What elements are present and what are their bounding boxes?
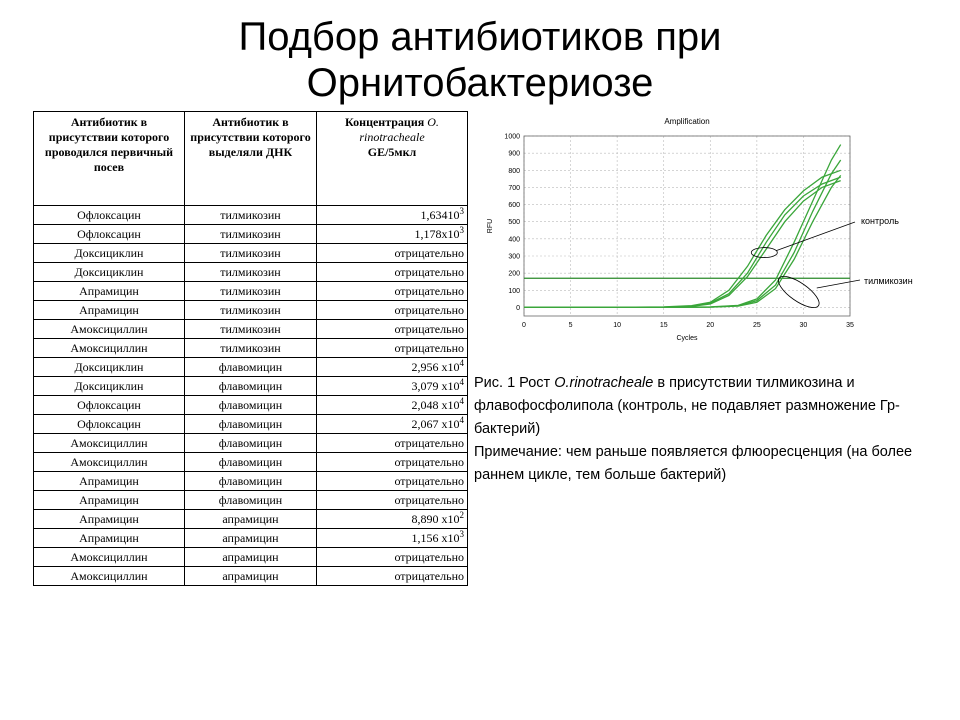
table-row (34, 548, 468, 567)
cell-dna-antibiotic: флавомицин (185, 472, 317, 491)
table-row (34, 377, 468, 396)
header-concentration-species: O. rinotracheale (359, 115, 439, 144)
cell-primary-antibiotic: Апрамицин (34, 472, 185, 491)
cell-concentration (317, 358, 468, 377)
cell-dna-antibiotic: флавомицин (185, 491, 317, 510)
concentration-value: отрицательно (394, 569, 464, 583)
y-tick-label: 500 (508, 219, 520, 227)
cell-dna-antibiotic: тилмикозин (185, 206, 317, 225)
tilmicosin-ellipse (774, 271, 824, 313)
caption-prefix: Рис. 1 Рост (474, 375, 555, 391)
concentration-value: отрицательно (394, 322, 464, 336)
y-tick-label: 200 (508, 270, 520, 278)
cell-primary-antibiotic: Доксициклин (34, 358, 185, 377)
table-row (34, 434, 468, 453)
concentration-value: 8,890 x10 (411, 512, 460, 526)
cell-concentration (317, 529, 468, 548)
cell-concentration (317, 453, 468, 472)
concentration-exponent: 4 (459, 396, 464, 406)
y-tick-label: 400 (508, 236, 520, 244)
cell-primary-antibiotic: Офлоксацин (34, 225, 185, 244)
cell-concentration (317, 567, 468, 586)
cell-concentration (317, 244, 468, 263)
concentration-value: 1,178x10 (414, 227, 460, 241)
y-tick-label: 300 (508, 253, 520, 261)
cell-dna-antibiotic: тилмикозин (185, 225, 317, 244)
concentration-value: отрицательно (394, 493, 464, 507)
cell-concentration (317, 225, 468, 244)
table-row (34, 244, 468, 263)
table-row (34, 339, 468, 358)
y-tick-label: 600 (508, 202, 520, 210)
antibiotic-table (33, 111, 468, 586)
cell-dna-antibiotic: апрамицин (185, 548, 317, 567)
cell-concentration (317, 263, 468, 282)
cell-primary-antibiotic: Амоксициллин (34, 567, 185, 586)
x-tick-label: 10 (613, 322, 622, 329)
concentration-value: отрицательно (394, 284, 464, 298)
cell-primary-antibiotic: Амоксициллин (34, 434, 185, 453)
table-row (34, 510, 468, 529)
concentration-value: отрицательно (394, 303, 464, 317)
slide-title (0, 14, 960, 106)
table-row (34, 567, 468, 586)
control-label: контроль (861, 216, 899, 226)
cell-concentration (317, 320, 468, 339)
cell-dna-antibiotic: тилмикозин (185, 282, 317, 301)
figure-note: Примечание: чем раньше появляется флюоресценция (на более раннем цикле, тем больше бактерий) (474, 444, 913, 483)
cell-dna-antibiotic: флавомицин (185, 453, 317, 472)
concentration-exponent: 2 (459, 510, 464, 520)
cell-dna-antibiotic: флавомицин (185, 377, 317, 396)
amplification-chart-svg (478, 110, 938, 350)
cell-dna-antibiotic: апрамицин (185, 567, 317, 586)
concentration-exponent: 4 (459, 415, 464, 425)
table-row (34, 415, 468, 434)
table-row (34, 263, 468, 282)
concentration-value: отрицательно (394, 341, 464, 355)
cell-concentration (317, 472, 468, 491)
table-body (34, 206, 468, 586)
x-tick-label: 30 (799, 322, 808, 329)
cell-primary-antibiotic: Амоксициллин (34, 339, 185, 358)
cell-primary-antibiotic: Амоксициллин (34, 320, 185, 339)
cell-dna-antibiotic: флавомицин (185, 358, 317, 377)
concentration-value: отрицательно (394, 436, 464, 450)
caption-species: O.rinotracheale (554, 375, 654, 391)
y-tick-label: 900 (508, 150, 520, 158)
y-tick-label: 0 (516, 304, 520, 312)
table-row (34, 282, 468, 301)
y-tick-label: 100 (508, 287, 520, 295)
concentration-value: отрицательно (394, 265, 464, 279)
cell-dna-antibiotic: флавомицин (185, 415, 317, 434)
y-axis-label: RFU (487, 218, 494, 234)
table-row (34, 529, 468, 548)
concentration-value: отрицательно (394, 474, 464, 488)
x-tick-label: 5 (568, 322, 573, 329)
cell-primary-antibiotic: Апрамицин (34, 491, 185, 510)
cell-primary-antibiotic: Доксициклин (34, 244, 185, 263)
table-row (34, 396, 468, 415)
cell-primary-antibiotic: Апрамицин (34, 510, 185, 529)
amplification-curve (524, 160, 841, 307)
x-tick-label: 15 (659, 322, 668, 329)
cell-concentration (317, 415, 468, 434)
cell-concentration (317, 548, 468, 567)
x-tick-label: 0 (522, 322, 526, 329)
concentration-exponent: 4 (459, 358, 464, 368)
cell-dna-antibiotic: тилмикозин (185, 339, 317, 358)
amplification-curve (524, 145, 841, 308)
amplification-curve (524, 177, 841, 307)
concentration-value: 2,048 x10 (411, 398, 460, 412)
cell-dna-antibiotic: тилмикозин (185, 244, 317, 263)
table-row (34, 358, 468, 377)
table-row (34, 301, 468, 320)
amplification-curve (524, 175, 841, 307)
concentration-exponent: 4 (459, 377, 464, 387)
figure-caption (474, 372, 934, 487)
concentration-value: 2,956 x10 (411, 360, 460, 374)
x-tick-label: 25 (752, 322, 761, 329)
header-dna-antibiotic: Антибиотик в присутствии которого выделяли ДНК (185, 112, 317, 206)
concentration-value: отрицательно (394, 246, 464, 260)
table-row (34, 491, 468, 510)
concentration-value: отрицательно (394, 550, 464, 564)
header-concentration-unit: GE/5мкл (367, 145, 417, 159)
cell-primary-antibiotic: Офлоксацин (34, 415, 185, 434)
header-concentration (317, 112, 468, 206)
concentration-value: 2,067 x10 (411, 417, 460, 431)
slide-title-line-1: Подбор антибиотиков при (238, 15, 722, 59)
cell-concentration (317, 206, 468, 225)
cell-concentration (317, 339, 468, 358)
cell-dna-antibiotic: тилмикозин (185, 320, 317, 339)
cell-dna-antibiotic: флавомицин (185, 434, 317, 453)
cell-dna-antibiotic: тилмикозин (185, 301, 317, 320)
amplification-chart (478, 110, 938, 350)
cell-primary-antibiotic: Апрамицин (34, 529, 185, 548)
chart-title: Amplification (664, 117, 710, 126)
caption-rest: в присутствии тилмикозина и флавофосфолипола (контроль, не подавляет размножение Гр- бактерий) (474, 375, 900, 437)
concentration-value: 1,156 x10 (411, 531, 460, 545)
tilmicosin-arrow (817, 280, 860, 288)
header-concentration-label: Концентрация (345, 115, 428, 129)
header-primary-antibiotic: Антибиотик в присутствии которого проводился первичный посев (34, 112, 185, 206)
cell-dna-antibiotic: тилмикозин (185, 263, 317, 282)
tilmicosin-label: тилмикозин (864, 276, 913, 286)
cell-primary-antibiotic: Доксициклин (34, 263, 185, 282)
table-row (34, 225, 468, 244)
cell-concentration (317, 377, 468, 396)
slide-title-line-2: Орнитобактериозе (306, 61, 654, 105)
control-arrow (776, 222, 855, 251)
table-row (34, 206, 468, 225)
cell-primary-antibiotic: Доксициклин (34, 377, 185, 396)
cell-primary-antibiotic: Амоксициллин (34, 453, 185, 472)
concentration-value: отрицательно (394, 455, 464, 469)
cell-concentration (317, 396, 468, 415)
cell-primary-antibiotic: Офлоксацин (34, 396, 185, 415)
table-header-row (34, 112, 468, 206)
figure-caption-text (474, 372, 934, 441)
concentration-exponent: 3 (459, 225, 464, 235)
concentration-exponent: 3 (459, 206, 464, 216)
y-tick-label: 1000 (504, 133, 520, 141)
concentration-value: 1,63410 (420, 208, 460, 222)
cell-primary-antibiotic: Офлоксацин (34, 206, 185, 225)
y-tick-label: 700 (508, 184, 520, 192)
cell-concentration (317, 301, 468, 320)
cell-primary-antibiotic: Апрамицин (34, 282, 185, 301)
cell-primary-antibiotic: Амоксициллин (34, 548, 185, 567)
x-tick-label: 20 (706, 322, 715, 329)
cell-dna-antibiotic: флавомицин (185, 396, 317, 415)
cell-concentration (317, 491, 468, 510)
cell-concentration (317, 282, 468, 301)
cell-primary-antibiotic: Апрамицин (34, 301, 185, 320)
x-tick-label: 35 (846, 322, 854, 329)
concentration-value: 3,079 x10 (411, 379, 460, 393)
x-axis-label: Cycles (676, 335, 698, 342)
table-row (34, 320, 468, 339)
table-row (34, 472, 468, 491)
cell-concentration (317, 434, 468, 453)
table-row (34, 453, 468, 472)
concentration-exponent: 3 (459, 529, 464, 539)
y-tick-label: 800 (508, 167, 520, 175)
cell-concentration (317, 510, 468, 529)
cell-dna-antibiotic: апрамицин (185, 529, 317, 548)
cell-dna-antibiotic: апрамицин (185, 510, 317, 529)
